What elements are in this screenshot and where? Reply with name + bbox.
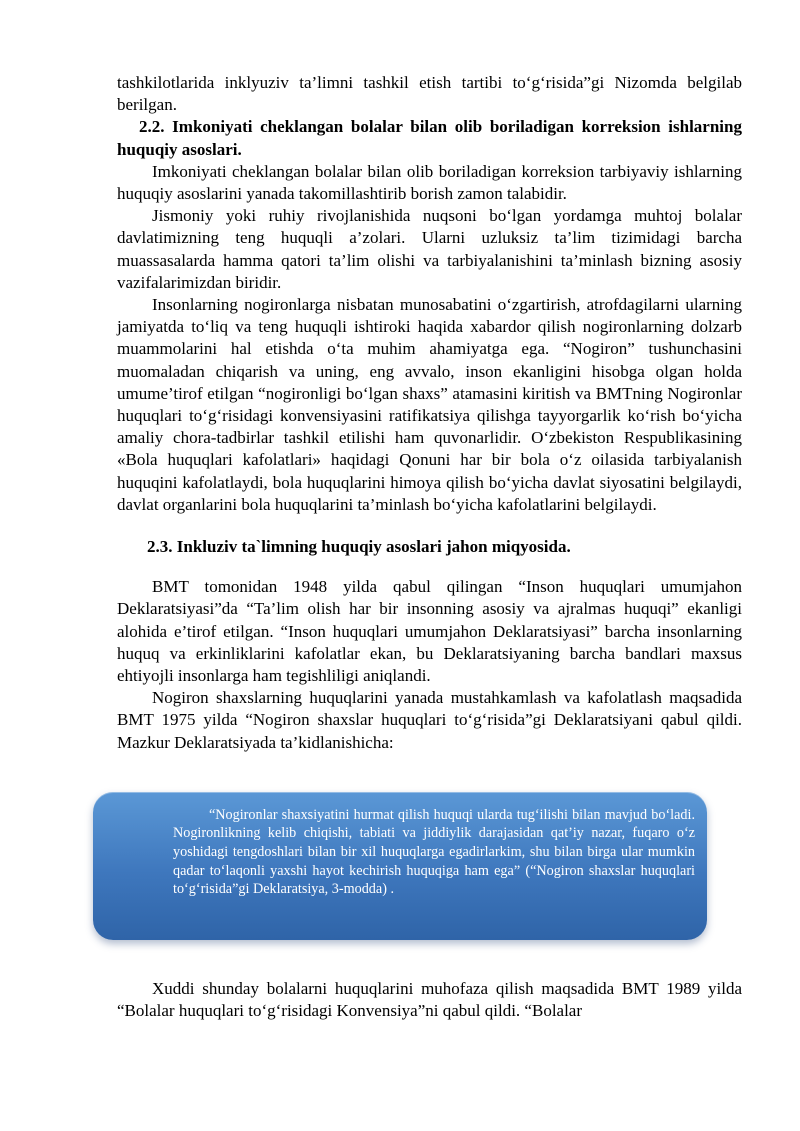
quote-callout-box [93,792,707,940]
section-heading-2-2: 2.2. Imkoniyati cheklangan bolalar bilan olib boriladigan korreksion ishlarning huquqiy asoslari. [117,117,742,159]
paragraph-6: Xuddi shunday bolalarni huquqlarini muhofaza qilish maqsadida BMT 1989 yilda “Bolalar huquqlari to‘g‘risidagi Konvensiya”ni qabul qildi. “Bolalar [117,978,742,1021]
section-heading-2-3: 2.3. Inkluziv ta`limning huquqiy asoslari jahon miqyosida. [147,537,571,557]
paragraph-intro: tashkilotlarida inklyuziv ta’limni tashkil etish tartibi to‘g‘risida”gi Nizomda belgilab berilgan. [117,73,742,115]
paragraph-1: Imkoniyati cheklangan bolalar bilan olib boriladigan korreksion tarbiyaviy ishlarning huquqiy asoslarini yanada takomillashtirib borish zamon talabidir. [117,161,742,204]
paragraph-4: BMT tomonidan 1948 yilda qabul qilingan “Inson huquqlari umumjahon Deklaratsiyasi”da “Ta’lim olish har bir insonning asosiy va ajralmas huquqi” ekanligi alohida e’tirof etilgan. “Inson huquqlari umumjahon Deklaratsiyasi” barcha insonlarning huquq va erkinliklarini kafolatlar ekan, bu Deklaratsiyaning barcha bandlari maxsus ehtiyojli insonlarga ham tegishliligi aniqlandi. [117,577,742,686]
paragraph-2: Jismoniy yoki ruhiy rivojlanishida nuqsoni bo‘lgan yordamga muhtoj bolalar davlatimizning teng huquqli a’zolari. Ularni uzluksiz ta’lim tizimidagi barcha muassasalarda hamma qatori ta’lim olishi va tarbiyalanishini ta’minlash bizning asosiy vazifalarimizdan biridir. [117,206,742,292]
paragraph-3: Insonlarning nogironlarga nisbatan munosabatini o‘zgartirish, atrofdagilarni ularning jamiyatda to‘liq va teng huquqli ishtiroki haqida xabardor qilish nogironlarning dolzarb muammolarini hal etishda o‘ta muhim ahamiyatga ega. “Nogiron” tushunchasini muomaladan chiqarish va uning, eng avvalo, inson ekanligini hisobga olgan holda umume’tirof etilgan “nogironligi bo‘lgan shaxs” atamasini kiritish va BMTning Nogironlar huquqlari to‘g‘risidagi konvensiyasini ratifikatsiya qilishga tayyorgarlik ko‘rish bo‘yicha amaliy chora-tadbirlar tashkil etilishi ham quvonarlidir. O‘zbekiston Respublikasining «Bola huquqlari kafolatlari» haqidagi Qonuni har bir bola o‘z oilasida tarbiyalanish huquqini kafolatlaydi, bola huquqlarini himoya qilish bo‘yicha davlat siyosatini belgilaydi, davlat organlarini bola huquqlarini ta’minlash bo‘yicha kafolatlarini belgilaydi. [117,295,742,514]
paragraph-5: Nogiron shaxslarning huquqlarini yanada mustahkamlash va kafolatlash maqsadida BMT 1975 yilda “Nogiron shaxslar huquqlari to‘g‘risida”gi Deklaratsiyani qabul qildi. Mazkur Deklaratsiyada ta’kidlanishicha: [117,688,742,752]
quote-text: “Nogironlar shaxsiyatini hurmat qilish huquqi ularda tug‘ilishi bilan mavjud bo‘ladi. Nogironlikning kelib chiqishi, tabiati va jiddiylik darajasidan qat’iy nazar, fuqaro o‘z yoshidagi tengdoshlari bilan bir xil huquqlarga egadirlarkim, shu bilan birga ular mumkin qadar to‘laqonli yaxshi hayot kechirish huquqiga ham ega” (“Nogiron shaxslar huquqlari to‘g‘risida”gi Deklaratsiya, 3-modda) . [173,806,695,898]
